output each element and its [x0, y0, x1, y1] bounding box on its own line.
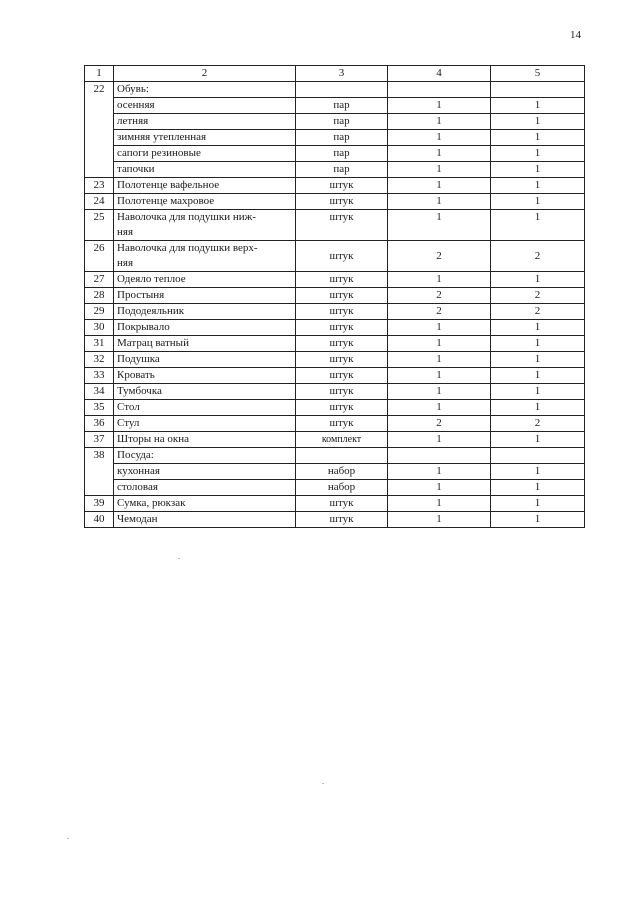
item-unit: штук	[296, 210, 388, 241]
header-col-1: 1	[85, 66, 114, 82]
item-name: Покрывало	[114, 320, 296, 336]
item-qty-col4: 1	[388, 480, 491, 496]
table-row	[85, 384, 585, 400]
item-qty-col5: 2	[491, 416, 585, 432]
item-qty-col5: 1	[491, 98, 585, 114]
row-number: 27	[85, 272, 114, 288]
item-unit: комплект	[296, 432, 388, 448]
table-row	[85, 114, 585, 130]
header-col-4: 4	[388, 66, 491, 82]
item-name: Чемодан	[114, 512, 296, 528]
table-row	[85, 400, 585, 416]
item-qty-col4: 1	[388, 368, 491, 384]
row-number: 28	[85, 288, 114, 304]
item-qty-col5: 1	[491, 130, 585, 146]
item-name: осенняя	[114, 98, 296, 114]
item-unit: штук	[296, 241, 388, 272]
table-row	[85, 178, 585, 194]
item-name: столовая	[114, 480, 296, 496]
item-unit: штук	[296, 512, 388, 528]
row-number: 23	[85, 178, 114, 194]
table-row	[85, 272, 585, 288]
row-number	[85, 464, 114, 480]
item-qty-col4: 1	[388, 384, 491, 400]
table-row	[85, 162, 585, 178]
item-qty-col4: 1	[388, 400, 491, 416]
row-number: 25	[85, 210, 114, 241]
item-qty-col4: 1	[388, 336, 491, 352]
item-unit: штук	[296, 352, 388, 368]
row-number	[85, 130, 114, 146]
item-qty-col4: 1	[388, 114, 491, 130]
header-col-2: 2	[114, 66, 296, 82]
table-row	[85, 352, 585, 368]
item-unit: пар	[296, 98, 388, 114]
table-row	[85, 496, 585, 512]
item-qty-col4: 1	[388, 98, 491, 114]
item-qty-col5: 1	[491, 146, 585, 162]
row-number: 33	[85, 368, 114, 384]
item-unit: штук	[296, 384, 388, 400]
row-number	[85, 146, 114, 162]
item-name: Посуда:	[114, 448, 296, 464]
scan-speck	[322, 783, 324, 784]
item-name: Подушка	[114, 352, 296, 368]
item-qty-col4: 1	[388, 496, 491, 512]
header-col-3: 3	[296, 66, 388, 82]
row-number	[85, 480, 114, 496]
scan-speck	[178, 558, 180, 559]
item-unit: штук	[296, 400, 388, 416]
item-unit: штук	[296, 178, 388, 194]
row-number: 36	[85, 416, 114, 432]
item-qty-col5: 1	[491, 336, 585, 352]
item-unit: штук	[296, 288, 388, 304]
row-number: 26	[85, 241, 114, 272]
item-name: Стол	[114, 400, 296, 416]
item-qty-col5: 2	[491, 288, 585, 304]
item-qty-col4: 1	[388, 512, 491, 528]
row-number: 32	[85, 352, 114, 368]
item-qty-col5: 2	[491, 304, 585, 320]
item-unit: пар	[296, 162, 388, 178]
item-qty-col4: 2	[388, 241, 491, 272]
table-row	[85, 512, 585, 528]
row-number: 35	[85, 400, 114, 416]
page-number: 14	[570, 29, 581, 41]
items-table	[84, 65, 585, 528]
row-number: 40	[85, 512, 114, 528]
item-qty-col4: 1	[388, 194, 491, 210]
table-row	[85, 304, 585, 320]
item-name: Сумка, рюкзак	[114, 496, 296, 512]
item-unit: штук	[296, 416, 388, 432]
item-unit: пар	[296, 114, 388, 130]
item-qty-col5: 1	[491, 210, 585, 241]
item-qty-col5: 1	[491, 464, 585, 480]
item-unit: набор	[296, 480, 388, 496]
item-unit: штук	[296, 194, 388, 210]
row-number: 37	[85, 432, 114, 448]
table-row	[85, 368, 585, 384]
item-qty-col5	[491, 448, 585, 464]
item-qty-col4: 1	[388, 464, 491, 480]
table-row	[85, 98, 585, 114]
item-qty-col4: 1	[388, 130, 491, 146]
row-number: 22	[85, 82, 114, 98]
table-row	[85, 480, 585, 496]
item-name: Наволочка для подушки верх- няя	[114, 241, 296, 272]
table-row	[85, 464, 585, 480]
item-qty-col5: 1	[491, 178, 585, 194]
row-number: 34	[85, 384, 114, 400]
item-qty-col5: 2	[491, 241, 585, 272]
item-qty-col4: 1	[388, 162, 491, 178]
item-qty-col5: 1	[491, 432, 585, 448]
item-name: летняя	[114, 114, 296, 130]
table-row	[85, 194, 585, 210]
item-qty-col5: 1	[491, 320, 585, 336]
table-row	[85, 241, 585, 272]
item-qty-col5: 1	[491, 114, 585, 130]
table-header-row	[85, 66, 585, 82]
item-unit	[296, 448, 388, 464]
item-name: Кровать	[114, 368, 296, 384]
item-qty-col4: 1	[388, 320, 491, 336]
item-unit: пар	[296, 146, 388, 162]
item-qty-col5: 1	[491, 162, 585, 178]
table-row	[85, 336, 585, 352]
table-row	[85, 448, 585, 464]
item-name: Полотенце вафельное	[114, 178, 296, 194]
table-row	[85, 130, 585, 146]
item-qty-col4: 1	[388, 146, 491, 162]
item-unit: штук	[296, 304, 388, 320]
item-qty-col4: 1	[388, 432, 491, 448]
item-name: Пододеяльник	[114, 304, 296, 320]
row-number: 29	[85, 304, 114, 320]
row-number: 39	[85, 496, 114, 512]
item-qty-col4	[388, 82, 491, 98]
item-unit	[296, 82, 388, 98]
item-unit: штук	[296, 336, 388, 352]
item-name: Простыня	[114, 288, 296, 304]
item-unit: штук	[296, 496, 388, 512]
row-number	[85, 98, 114, 114]
row-number: 30	[85, 320, 114, 336]
item-qty-col5	[491, 82, 585, 98]
item-qty-col4	[388, 448, 491, 464]
row-number: 31	[85, 336, 114, 352]
item-qty-col4: 2	[388, 416, 491, 432]
item-unit: набор	[296, 464, 388, 480]
table-row	[85, 210, 585, 241]
item-qty-col5: 1	[491, 352, 585, 368]
item-qty-col5: 1	[491, 496, 585, 512]
item-qty-col4: 1	[388, 178, 491, 194]
item-qty-col4: 1	[388, 210, 491, 241]
item-qty-col4: 2	[388, 304, 491, 320]
item-unit: пар	[296, 130, 388, 146]
item-name: Тумбочка	[114, 384, 296, 400]
row-number: 38	[85, 448, 114, 464]
item-name: Наволочка для подушки ниж- няя	[114, 210, 296, 241]
item-name: Одеяло теплое	[114, 272, 296, 288]
item-unit: штук	[296, 368, 388, 384]
item-name: Шторы на окна	[114, 432, 296, 448]
item-unit: штук	[296, 320, 388, 336]
item-name: зимняя утепленная	[114, 130, 296, 146]
item-qty-col4: 2	[388, 288, 491, 304]
row-number	[85, 162, 114, 178]
scan-speck	[67, 838, 69, 839]
item-name: сапоги резиновые	[114, 146, 296, 162]
item-qty-col5: 1	[491, 368, 585, 384]
item-qty-col5: 1	[491, 400, 585, 416]
item-qty-col4: 1	[388, 272, 491, 288]
table-row	[85, 432, 585, 448]
table-row	[85, 320, 585, 336]
row-number	[85, 114, 114, 130]
item-name: Стул	[114, 416, 296, 432]
item-name: кухонная	[114, 464, 296, 480]
item-qty-col5: 1	[491, 480, 585, 496]
row-number: 24	[85, 194, 114, 210]
item-unit: штук	[296, 272, 388, 288]
item-qty-col5: 1	[491, 194, 585, 210]
table-row	[85, 288, 585, 304]
item-name: тапочки	[114, 162, 296, 178]
item-qty-col5: 1	[491, 384, 585, 400]
item-qty-col5: 1	[491, 272, 585, 288]
table-row	[85, 146, 585, 162]
table-row	[85, 82, 585, 98]
item-qty-col4: 1	[388, 352, 491, 368]
item-name: Полотенце махровое	[114, 194, 296, 210]
table-row	[85, 416, 585, 432]
item-qty-col5: 1	[491, 512, 585, 528]
item-name: Обувь:	[114, 82, 296, 98]
header-col-5: 5	[491, 66, 585, 82]
item-name: Матрац ватный	[114, 336, 296, 352]
